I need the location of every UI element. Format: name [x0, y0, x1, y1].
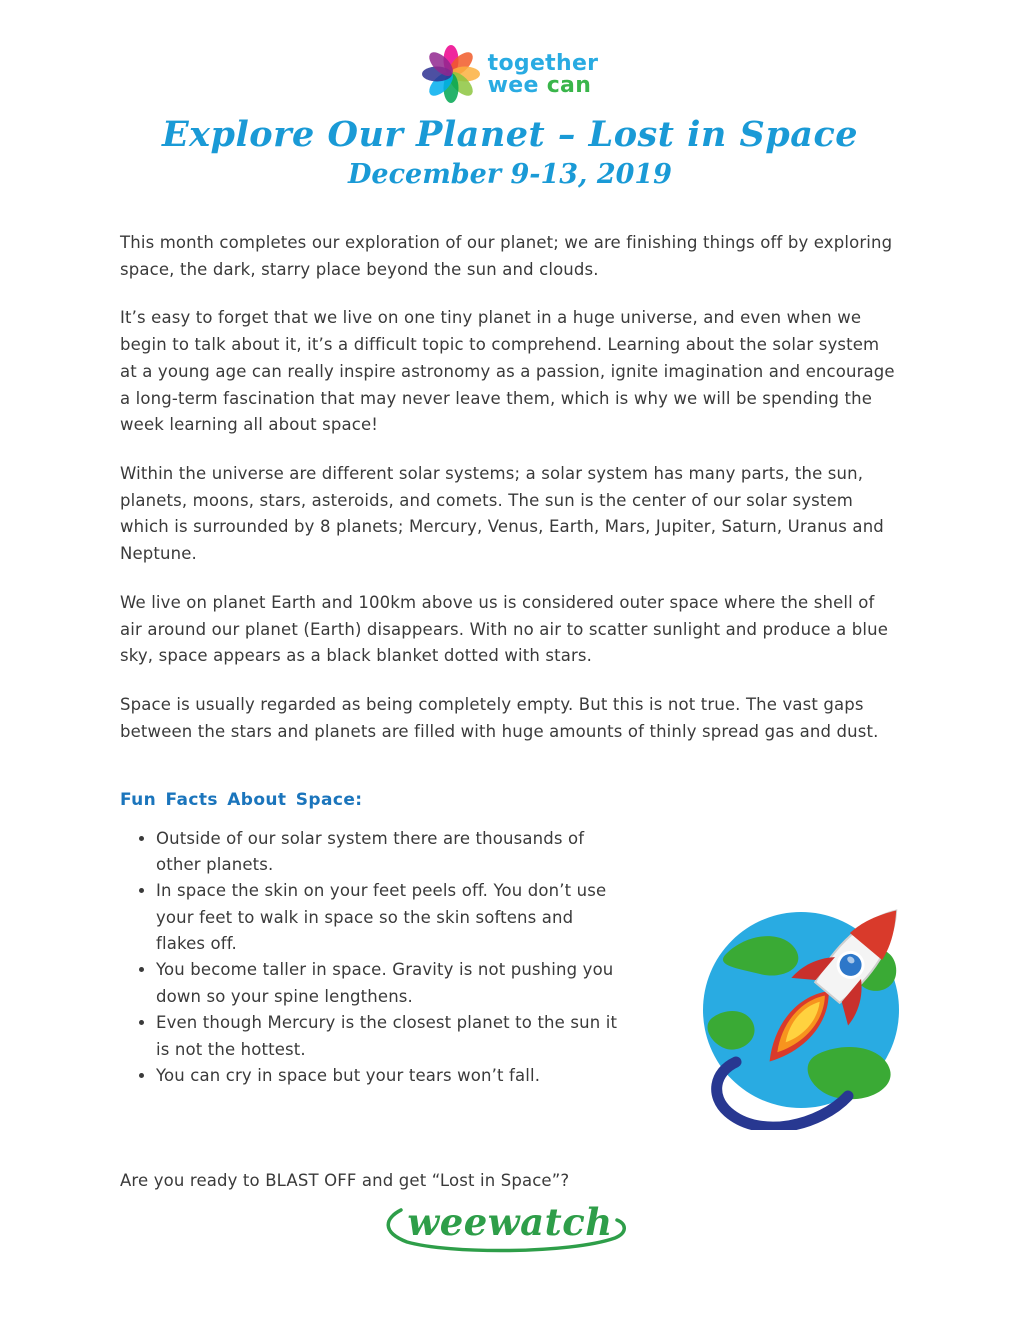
fact-item: • You become taller in space. Gravity is not pushing you down so your spine lengthens. [156, 957, 626, 1010]
brand-wee: wee [487, 73, 539, 98]
fact-item: • Even though Mercury is the closest planet to the sun it is not the hottest. [156, 1010, 626, 1063]
fun-facts-heading: Fun Facts About Space: [120, 789, 363, 810]
paragraph-1: This month completes our exploration of our planet; we are finishing things off by exploring space, the dark, starry place beyond the sun and clouds. [120, 233, 893, 279]
paragraph-4: We live on planet Earth and 100km above us is considered outer space where the shell of air around our planet (Earth) disappears. With no air to scatter sunlight and produce a blue sky, space appears as a black blanket dotted with stars. [120, 592, 889, 666]
paragraph-3: Within the universe are different solar systems; a solar system has many parts, the sun, planets, moons, stars, asteroids, and comets. The sun is the center of our solar system which is surrounded by 8 planets; Mercury, Venus, Earth, Mars, Jupiter, Saturn, Uranus and Neptune. [120, 464, 884, 564]
paragraph-2: It’s easy to forget that we live on one tiny planet in a huge universe, and even when we begin to talk about it, it’s a difficult topic to comprehend. Learning about the solar system at a young age can really inspire astronomy as a passion, ignite imagination and encourage a long-term fascination that may never leave them, which is why we will be spending the week learning all about space! [120, 308, 895, 435]
fact-item: • In space the skin on your feet peels off. You don’t use your feet to walk in space so the skin softens and flakes off. [156, 878, 626, 957]
paragraph-5: Space is usually regarded as being completely empty. But this is not true. The vast gaps between the stars and planets are filled with huge amounts of thinly spread gas and dust. [120, 695, 879, 741]
page-subtitle: December 9-13, 2019 [348, 159, 672, 190]
footer-logo [393, 1196, 626, 1248]
brand-together: together [487, 51, 599, 76]
header-logo [120, 42, 900, 108]
footer [0, 1196, 1020, 1248]
closing-line: Are you ready to BLAST OFF and get “Lost in Space”? [120, 1170, 570, 1190]
flower-logo-icon [422, 42, 480, 108]
fact-item: • Outside of our solar system there are thousands of other planets. [156, 826, 626, 879]
rocket-planet-illustration [698, 858, 930, 1134]
fun-facts-section [120, 826, 900, 1134]
brand-wordmark [488, 53, 599, 97]
page-title: Explore Our Planet – Lost in Space [161, 114, 859, 155]
weewatch-wordmark: weewatch [407, 1200, 613, 1244]
brand-can: can [546, 73, 592, 98]
fact-item: • You can cry in space but your tears won’t fall. [156, 1063, 626, 1089]
fun-facts-list [120, 826, 626, 1090]
